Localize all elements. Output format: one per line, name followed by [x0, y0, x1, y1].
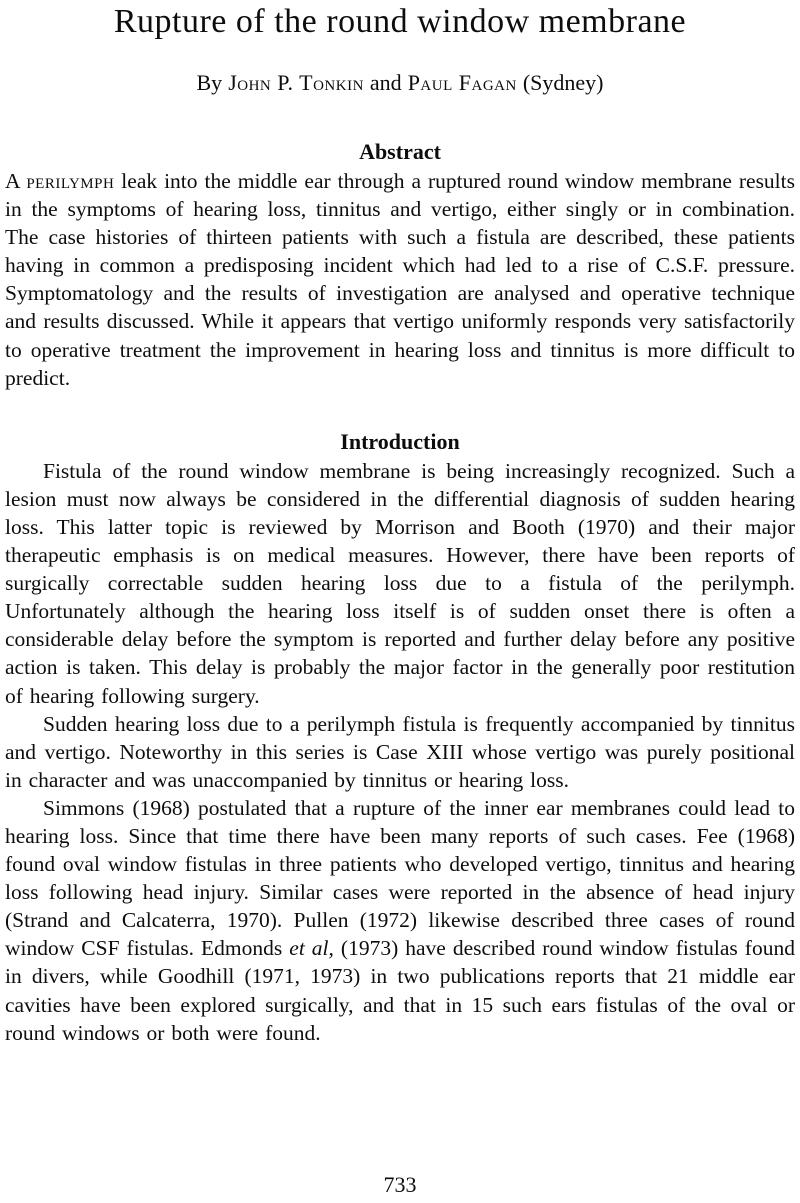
introduction-paragraph-3 — [5, 794, 795, 1047]
introduction-paragraph-3-start: Simmons (1968) postulated that a rupture of the inner ear membranes could lead to hearing loss. Since that time there have been many reports of such cases. Fee (1968) found oval window fistulas in three patients who developed vertigo, tinnitus and hearing loss following head injury. Similar cases were reported in the absence of head injury (Strand and Calcaterra, 1970). Pullen (1972) likewise described three cases of round window CSF fistulas. Edmonds — [5, 795, 795, 961]
introduction-paragraph-3-rest: (1973) have described round window fistulas found in divers, while Goodhill (1971, 1973) in two publications reports that 21 middle ear cavities have been explored surgically, and that in 15 such ears fistulas of the oval or round windows or both were found. — [5, 936, 795, 1045]
abstract-text — [5, 167, 795, 392]
abstract-smallcaps-word: perilymph — [26, 169, 115, 193]
byline-author-1: John P. Tonkin — [228, 70, 364, 95]
byline-author-2: Paul Fagan — [407, 70, 517, 95]
abstract-body-text: leak into the middle ear through a ruptured round window membrane results in the symptoms of hearing loss, tinnitus and vertigo, either singly or in combination. The case histories of thirteen patients with such a fistula are described, these patients having in common a predisposing incident which had led to a rise of C.S.F. pressure. Symptomatology and the results of investigation are analysed and operative technique and results discussed. While it appears that vertigo uniformly responds very satisfactorily to operative treatment the improvement in hearing loss and tinnitus is more difficult to predict. — [5, 169, 795, 390]
paper-title: Rupture of the round window membrane — [113, 3, 687, 40]
byline-by-label: By — [196, 70, 223, 95]
abstract-heading: Abstract — [359, 139, 441, 164]
byline-and-label: and — [369, 70, 402, 95]
introduction-heading: Introduction — [340, 428, 460, 454]
introduction-paragraph-1: Fistula of the round window membrane is being increasingly recognized. Such a lesion must now always be considered in the differential diagnosis of sudden hearing loss. This latter topic is reviewed by Morrison and Booth (1970) and their major therapeutic emphasis is on medical measures. However, there have been reports of surgically correctable sudden hearing loss due to a fistula of the perilymph. Unfortunately although the hearing loss itself is of sudden onset there is often a considerable delay before the symptom is reported and further delay before any positive action is taken. This delay is probably the major factor in the generally poor restitution of hearing following surgery. — [5, 458, 795, 708]
paper-page — [0, 1, 800, 1047]
introduction-section — [5, 429, 795, 1047]
abstract-section — [5, 139, 795, 392]
byline-place: (Sydney) — [522, 70, 604, 95]
page-number: 733 — [383, 1172, 417, 1197]
abstract-lead-word: A — [5, 169, 20, 193]
et-al-italic-text: et al, — [289, 936, 334, 961]
byline — [5, 70, 795, 96]
introduction-paragraph-2: Sudden hearing loss due to a perilymph fistula is frequently accompanied by tinnitus and vertigo. Noteworthy in this series is Case XIII whose vertigo was purely positional in character and was unaccompanied by tinnitus or hearing loss. — [5, 711, 795, 792]
